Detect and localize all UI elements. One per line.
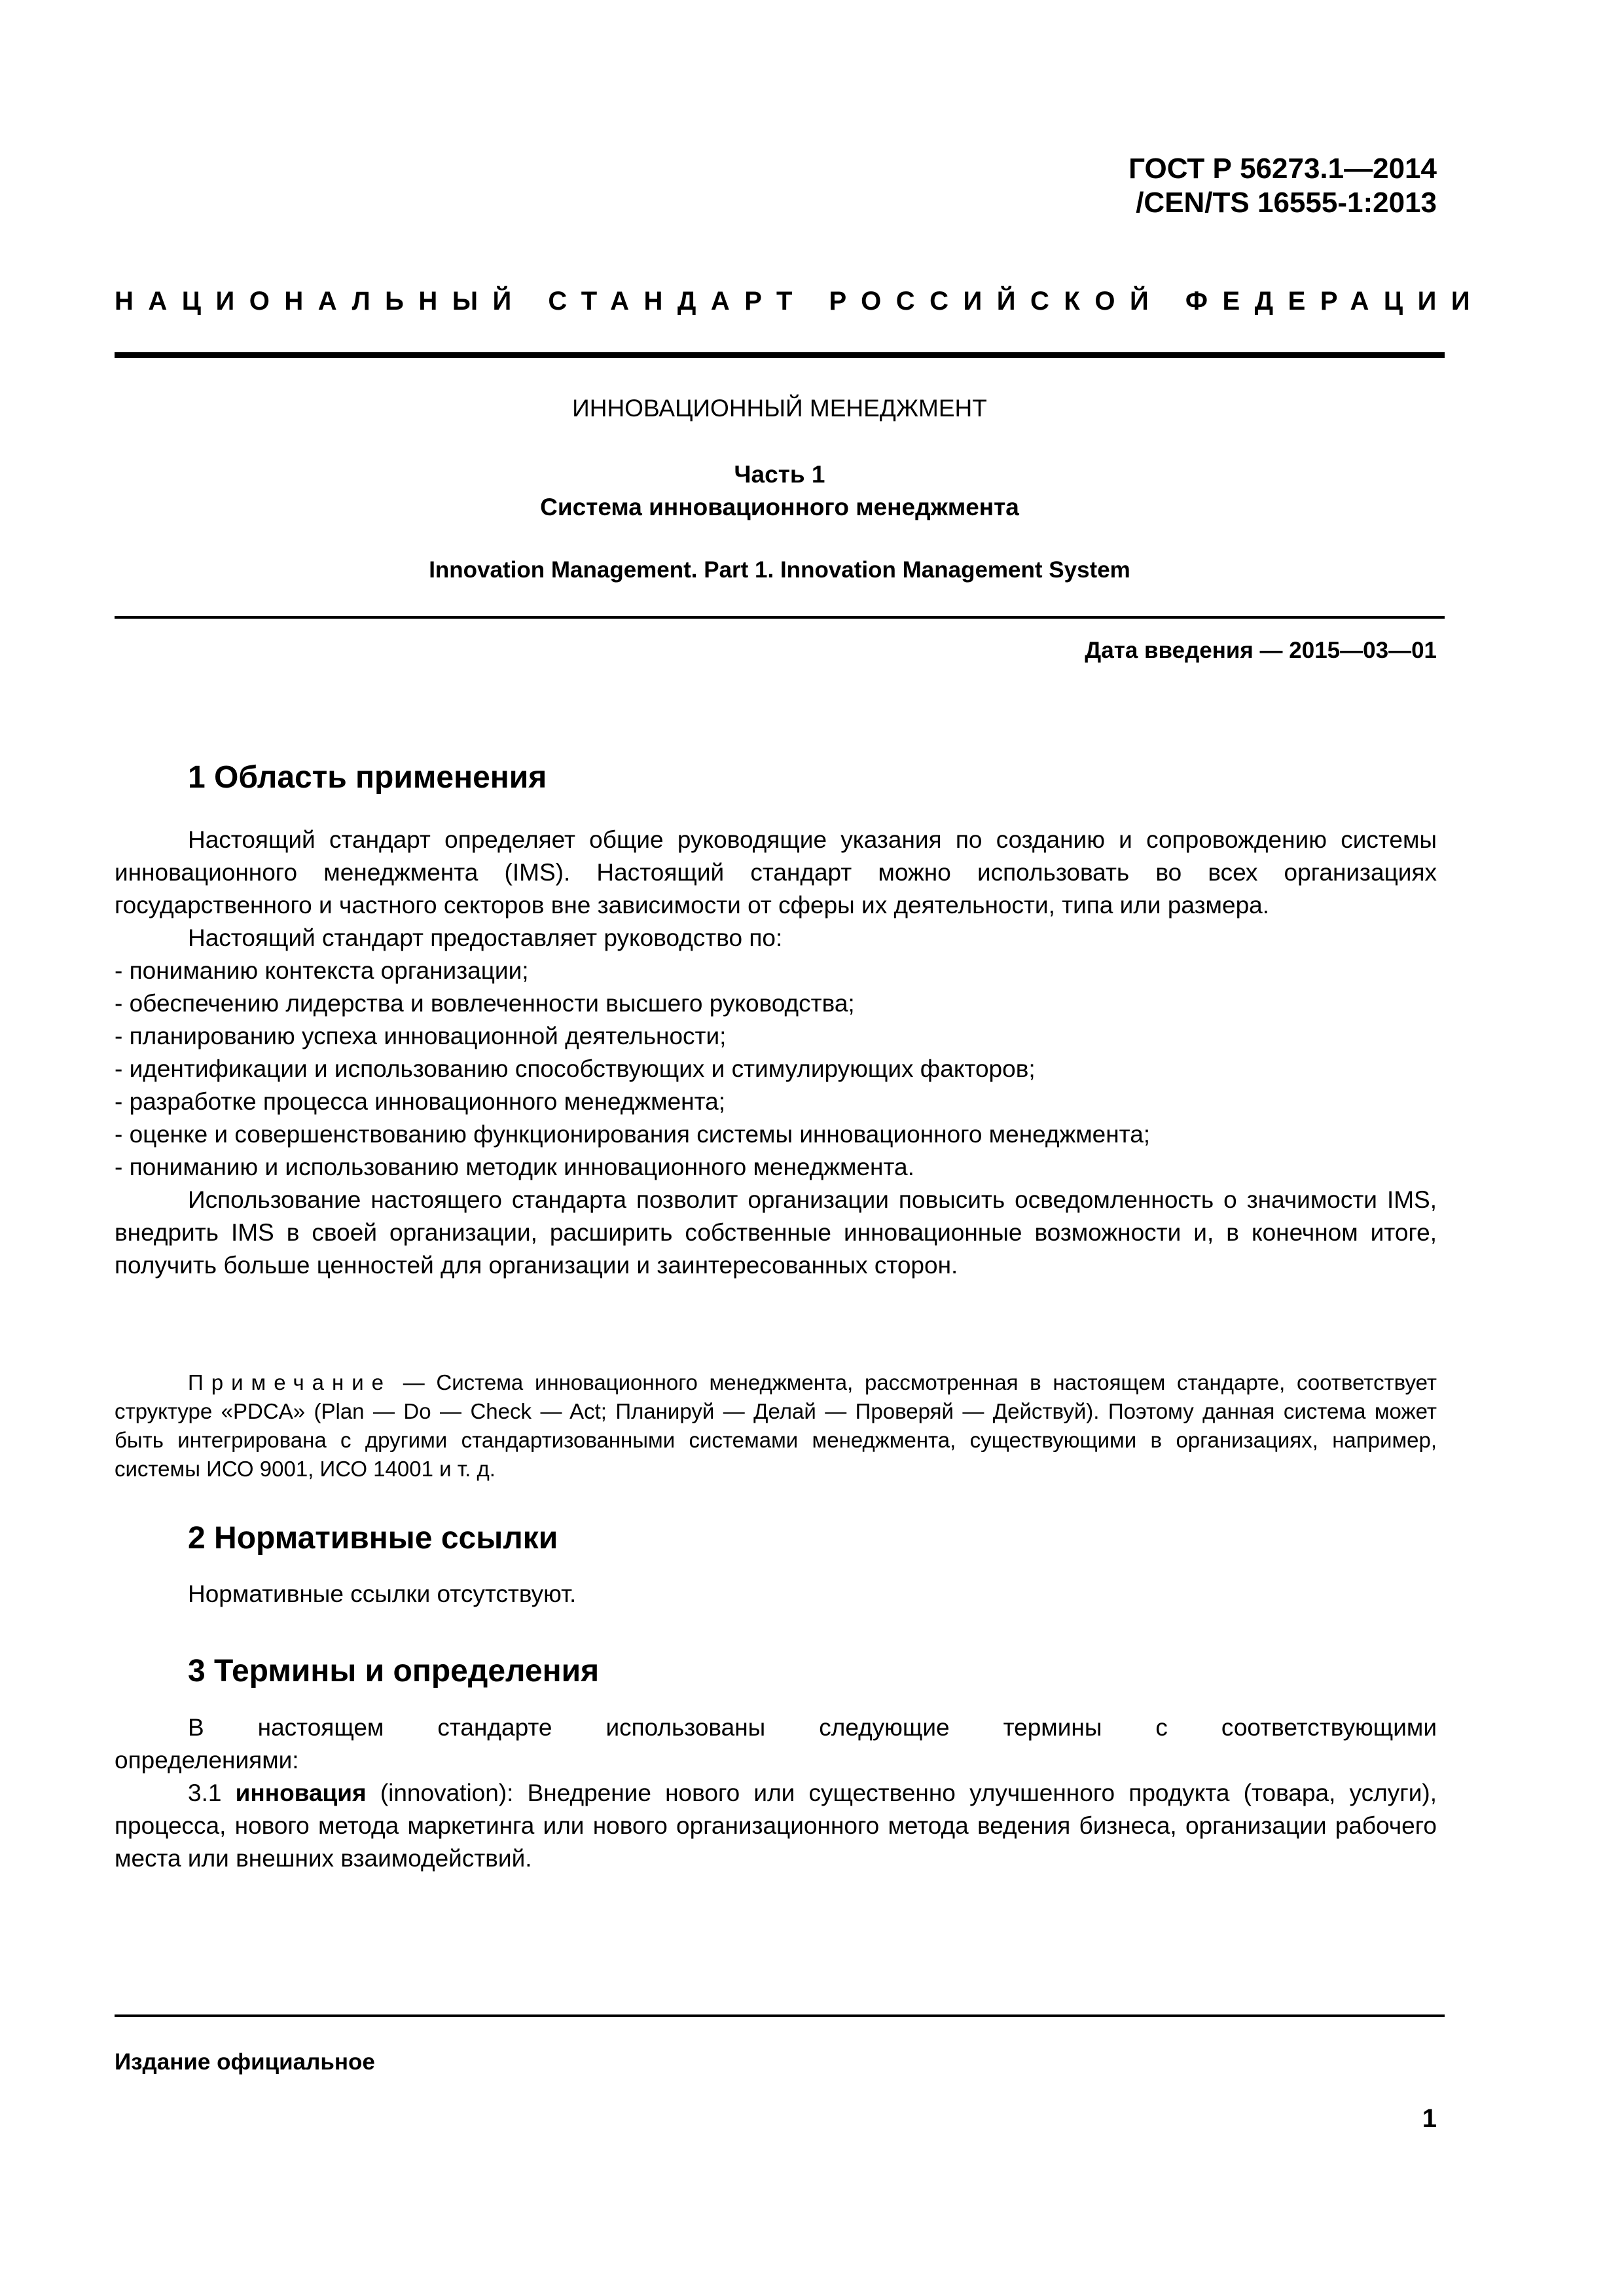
list-item: - планированию успеха инновационной деятельности;: [115, 1023, 727, 1049]
part-subtitle: Система инновационного менеджмента: [540, 494, 1019, 520]
footer-rule: [115, 2014, 1445, 2017]
section-1-body: [115, 824, 1437, 1282]
section-2-body: [115, 1578, 1437, 1611]
document-code-gost: ГОСТ Р 56273.1—2014: [1128, 153, 1437, 185]
guidance-list: [115, 955, 1437, 1184]
term-number: 3.1: [188, 1779, 236, 1806]
list-item: - идентификации и использованию способствующих и стимулирующих факторов;: [115, 1055, 1036, 1082]
section-1-paragraph-3: Использование настоящего стандарта позволит организации повысить осведомленность о значимости IMS, внедрить IMS в своей организации, расширить собственные инновационные возможности и, в конечном итоге, получить больше ценностей для организации и заинтересованных сторон.: [115, 1186, 1437, 1279]
part-number: Часть 1: [734, 461, 825, 488]
page-number: 1: [1422, 2104, 1437, 2133]
list-item: - разработке процесса инновационного менеджмента;: [115, 1088, 725, 1115]
section-3-intro-line-1: В настоящем стандарте использованы следующие термины с соответствующими: [188, 1714, 1437, 1741]
document-code: [1128, 152, 1437, 220]
national-standard-banner: НАЦИОНАЛЬНЫЙ СТАНДАРТ РОССИЙСКОЙ ФЕДЕРАЦИИ: [115, 287, 1485, 316]
section-2-heading: 2 Нормативные ссылки: [188, 1521, 558, 1556]
section-3-heading: 3 Термины и определения: [188, 1654, 600, 1688]
list-item: - пониманию и использованию методик инновационного менеджмента.: [115, 1154, 914, 1180]
standard-title: ИННОВАЦИОННЫЙ МЕНЕДЖМЕНТ: [572, 395, 987, 422]
note: [115, 1368, 1437, 1484]
note-label: Примечание: [188, 1370, 392, 1394]
list-item: - пониманию контекста организации;: [115, 957, 529, 984]
section-1-heading: 1 Область применения: [188, 760, 547, 795]
section-1-paragraph-1: Настоящий стандарт определяет общие руководящие указания по созданию и сопровождению системы инновационного менеджмента (IMS). Настоящий стандарт можно использовать во всех организациях государственного и частного секторов вне зависимости от сферы их деятельности, типа или размера.: [115, 826, 1437, 919]
section-3-body: [115, 1711, 1437, 1875]
list-item: - обеспечению лидерства и вовлеченности высшего руководства;: [115, 990, 855, 1017]
document-code-cen: /CEN/TS 16555-1:2013: [1136, 187, 1437, 219]
english-title: Innovation Management. Part 1. Innovation Management System: [429, 557, 1130, 583]
publication-label: Издание официальное: [115, 2049, 375, 2075]
section-2-text: Нормативные ссылки отсутствуют.: [188, 1580, 577, 1607]
section-3-intro-line-2: определениями:: [115, 1747, 299, 1774]
title-rule: [115, 616, 1445, 619]
term-3-1: [115, 1777, 1437, 1875]
note-text: — Система инновационного менеджмента, рассмотренная в настоящем стандарте, соответствует структуре «PDCA» (Plan — Do — Check — Act; Планируй — Делай — Проверяй — Действуй). Поэтому данная система может быть интегрирована с другими стандартизованными системами менеджмента, существующими в организациях, например, системы ИСО 9001, ИСО 14001 и т. д.: [115, 1370, 1437, 1481]
list-item: - оценке и совершенствованию функционирования системы инновационного менеджмента;: [115, 1121, 1151, 1148]
introduction-date: Дата введения — 2015—03—01: [1085, 638, 1437, 663]
header-thick-rule: [115, 352, 1445, 358]
section-1-paragraph-2: Настоящий стандарт предоставляет руководство по:: [188, 924, 783, 951]
term-definition: (innovation): Внедрение нового или существенно улучшенного продукта (товара, услуги), процесса, нового метода маркетинга или нового организационного метода ведения бизнеса, организации рабочего места или внешних взаимодействий.: [115, 1779, 1437, 1872]
term-word: инновация: [235, 1779, 367, 1806]
part-title: [115, 458, 1445, 524]
